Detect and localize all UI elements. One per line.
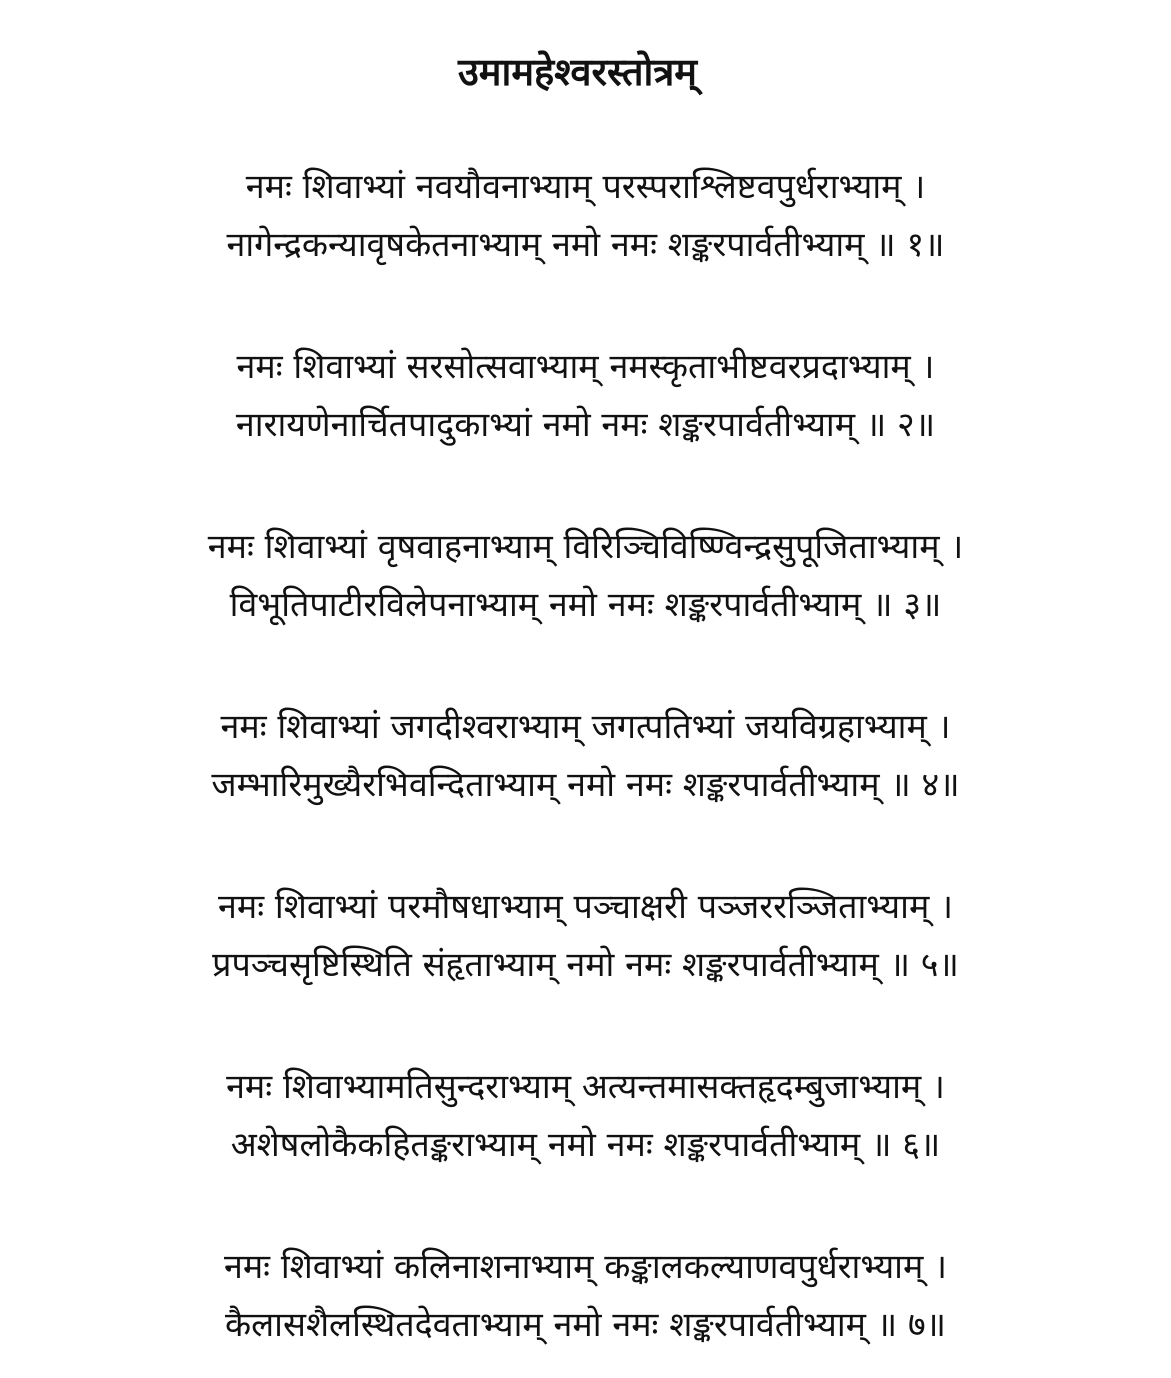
- verse-3: [0, 518, 1171, 634]
- verse-line: नमः शिवाभ्यां परमौषधाभ्याम् पञ्चाक्षरी पञ्जररञ्जिताभ्याम् ।: [218, 887, 953, 927]
- verse-6: [0, 1058, 1171, 1174]
- verse-line: नमः शिवाभ्यामतिसुन्दराभ्याम् अत्यन्तमासक्तहृदम्बुजाभ्याम् ।: [226, 1067, 945, 1107]
- verse-1: [0, 158, 1171, 274]
- verse-line: अशेषलोकैकहितङ्कराभ्याम् नमो नमः शङ्करपार्वतीभ्याम् ॥ ६॥: [230, 1125, 941, 1165]
- verse-line: विभूतिपाटीरविलेपनाभ्याम् नमो नमः शङ्करपार्वतीभ्याम् ॥ ३॥: [229, 585, 942, 625]
- verse-line: नमः शिवाभ्यां वृषवाहनाभ्याम् विरिञ्चिविष्ण्विन्द्रसुपूजिताभ्याम् ।: [207, 527, 964, 567]
- verse-line: नागेन्द्रकन्यावृषकेतनाभ्याम् नमो नमः शङ्करपार्वतीभ्याम् ॥ १॥: [226, 225, 945, 265]
- verse-2: [0, 338, 1171, 454]
- verse-4: [0, 698, 1171, 814]
- verse-line: नमः शिवाभ्यां कलिनाशनाभ्याम् कङ्कालकल्याणवपुर्धराभ्याम् ।: [223, 1247, 948, 1287]
- page-title: उमामहेश्वरस्तोत्रम्: [457, 50, 698, 94]
- verse-line: प्रपञ्चसृष्टिस्थिति संहृताभ्याम् नमो नमः शङ्करपार्वतीभ्याम् ॥ ५॥: [212, 945, 959, 985]
- verse-7: [0, 1238, 1171, 1354]
- verse-line: जम्भारिमुख्यैरभिवन्दिताभ्याम् नमो नमः शङ्करपार्वतीभ्याम् ॥ ४॥: [211, 765, 960, 805]
- verse-5: [0, 878, 1171, 994]
- verse-line: नारायणेनार्चितपादुकाभ्यां नमो नमः शङ्करपार्वतीभ्याम् ॥ २॥: [235, 405, 936, 445]
- verse-line: नमः शिवाभ्यां नवयौवनाभ्याम् परस्पराश्लिष्टवपुर्धराभ्याम् ।: [245, 167, 926, 207]
- verse-line: नमः शिवाभ्यां सरसोत्सवाभ्याम् नमस्कृताभीष्टवरप्रदाभ्याम् ।: [236, 347, 935, 387]
- verse-line: नमः शिवाभ्यां जगदीश्वराभ्याम् जगत्पतिभ्यां जयविग्रहाभ्याम् ।: [220, 707, 951, 747]
- verse-line: कैलासशैलस्थितदेवताभ्याम् नमो नमः शङ्करपार्वतीभ्याम् ॥ ७॥: [224, 1305, 946, 1345]
